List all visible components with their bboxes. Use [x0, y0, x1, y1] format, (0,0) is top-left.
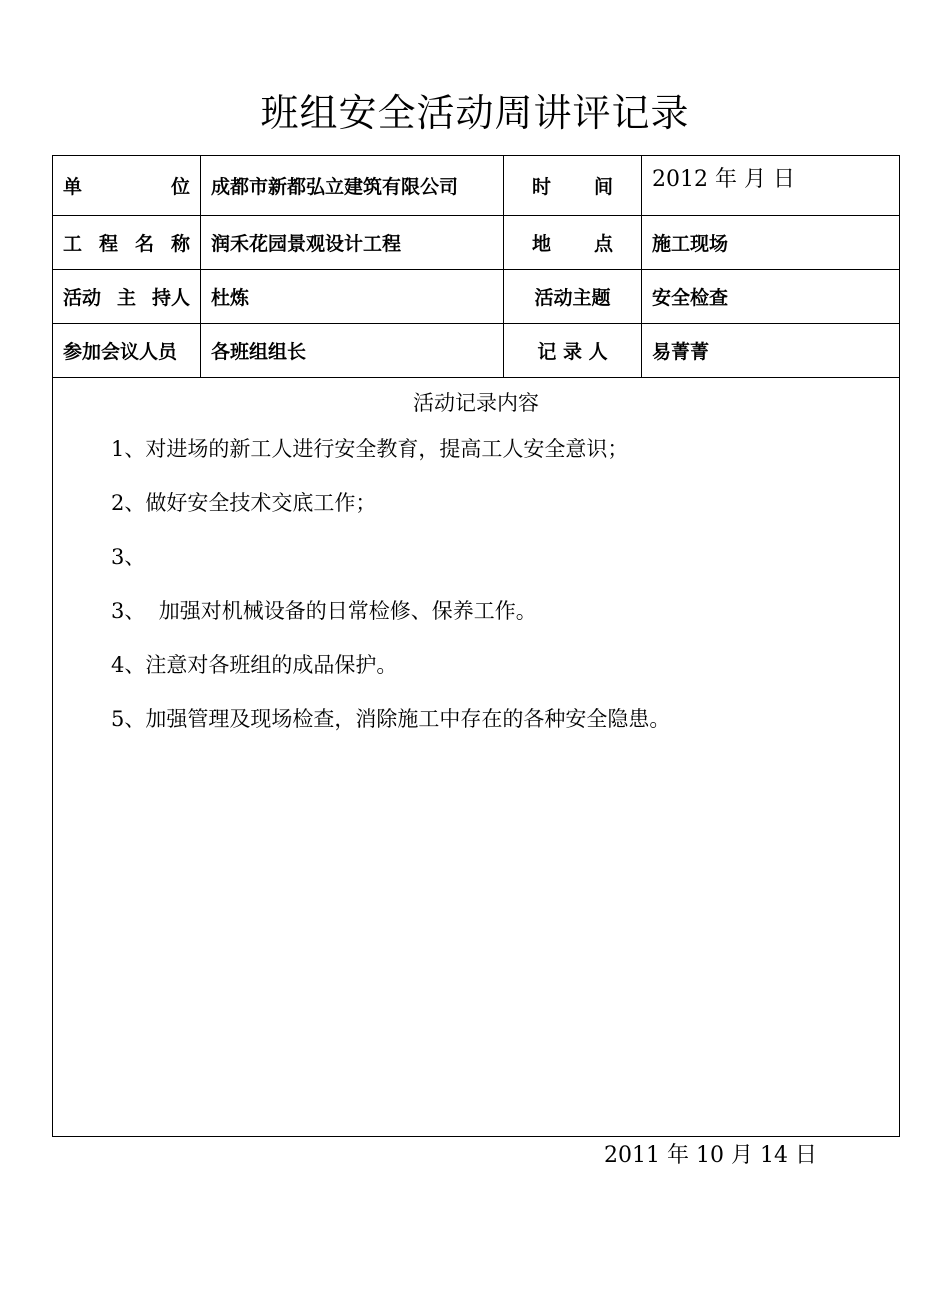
- content-cell: [53, 378, 900, 1137]
- time-label: 时 间: [532, 176, 613, 198]
- unit-label-cell: [53, 156, 201, 216]
- time-label-cell: [504, 156, 642, 216]
- project-label: 工 程 名 称: [63, 233, 190, 255]
- host-value: 杜炼: [201, 270, 504, 324]
- theme-value: 安全检查: [642, 270, 900, 324]
- attendees-label: 参加会议人员: [53, 324, 201, 378]
- host-label-cell: [53, 270, 201, 324]
- row-attendees: [53, 324, 900, 378]
- list-item: 3、 加强对机械设备的日常检修、保养工作。: [111, 599, 537, 623]
- content-list: [111, 431, 899, 755]
- location-label: 地 点: [532, 233, 613, 255]
- attendees-value: 各班组组长: [201, 324, 504, 378]
- recorder-value: 易菁菁: [642, 324, 900, 378]
- list-item: 2、做好安全技术交底工作；: [111, 491, 377, 515]
- row-content: [53, 378, 900, 1137]
- location-label-cell: [504, 216, 642, 270]
- project-label-cell: [53, 216, 201, 270]
- list-item: 1、对进场的新工人进行安全教育，提高工人安全意识；: [111, 437, 629, 461]
- content-heading: 活动记录内容: [413, 391, 539, 415]
- location-value: 施工现场: [642, 216, 900, 270]
- list-item: 4、注意对各班组的成品保护。: [111, 653, 398, 677]
- row-unit: [53, 156, 900, 216]
- time-value: 2012 年 月 日: [642, 156, 900, 216]
- footer-date: 2011 年 10 月 14 日: [604, 1143, 817, 1168]
- host-label: 活动 主 持人: [63, 287, 190, 309]
- recorder-label: 记 录 人: [504, 324, 642, 378]
- theme-label: 活动主题: [504, 270, 642, 324]
- record-table: [52, 155, 900, 1137]
- list-item: 5、加强管理及现场检查，消除施工中存在的各种安全隐患。: [111, 707, 671, 731]
- list-item: 3、: [111, 545, 146, 569]
- row-host: [53, 270, 900, 324]
- page-title: 班组安全活动周讲评记录: [260, 91, 690, 135]
- unit-label: 单 位: [63, 176, 190, 198]
- unit-value: 成都市新都弘立建筑有限公司: [201, 156, 504, 216]
- row-project: [53, 216, 900, 270]
- project-value: 润禾花园景观设计工程: [201, 216, 504, 270]
